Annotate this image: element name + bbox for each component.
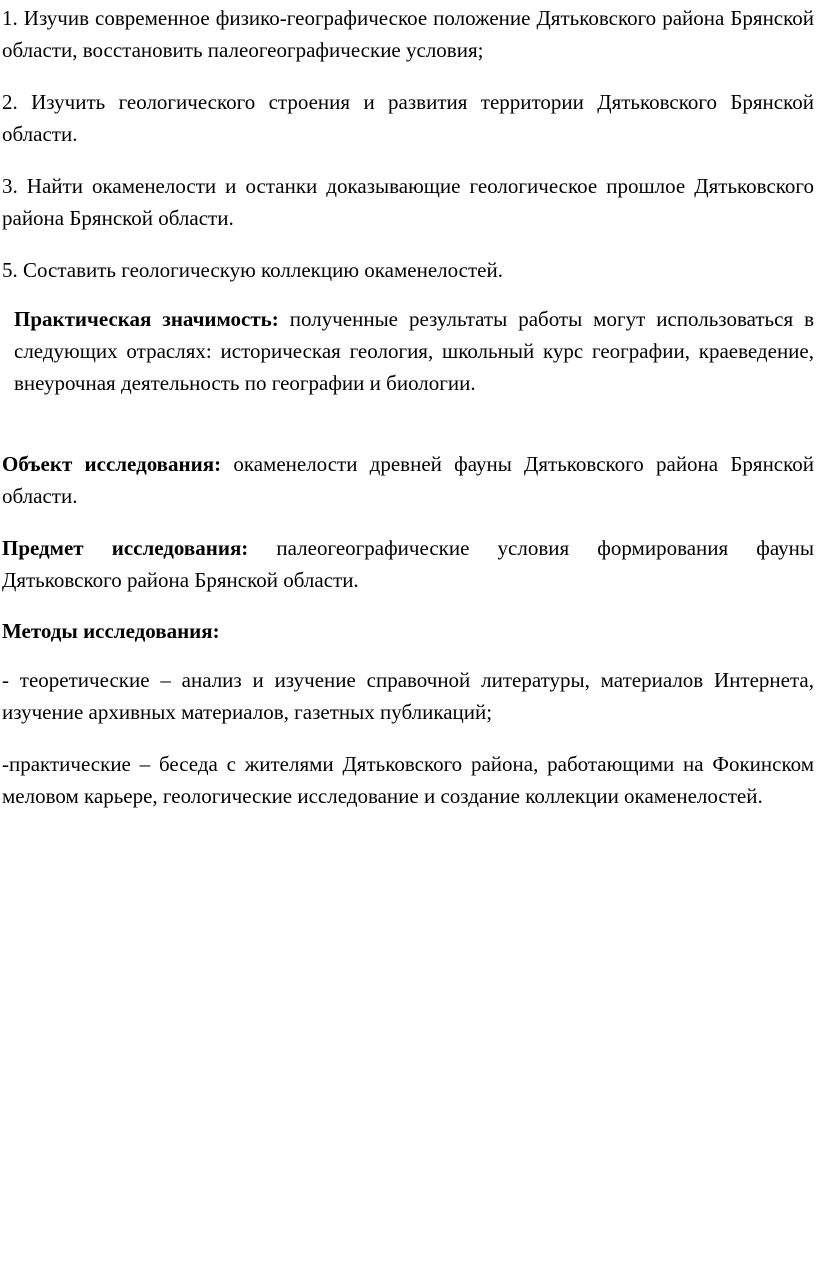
practical-significance-text: полученные результаты работы могут использоваться в следующих отраслях: историческая геология, школьный курс географии, краеведение, внеурочная деятельность по географии и биологии.	[14, 307, 814, 395]
method-theoretical: - теоретические – анализ и изучение справочной литературы, материалов Интернета, изучение архивных материалов, газетных публикаций;	[2, 668, 814, 724]
practical-significance	[2, 303, 814, 399]
research-object-text: окаменелости древней фауны Дятьковского района Брянской области.	[2, 452, 814, 508]
research-object	[2, 448, 814, 512]
goal-5: 5. Составить геологическую коллекцию окаменелостей.	[2, 258, 503, 282]
research-subject-label: Предмет исследования:	[2, 536, 249, 560]
research-subject	[2, 532, 814, 596]
method-practical: -практические – беседа с жителями Дятьковского района, работающими на Фокинском меловом карьере, геологические исследование и создание коллекции окаменелостей.	[2, 752, 814, 808]
goal-2: 2. Изучить геологического строения и развития территории Дятьковского Брянской области.	[2, 90, 814, 146]
research-methods-label: Методы исследования:	[2, 619, 220, 643]
research-subject-text: палеогеографические условия формирования фауны Дятьковского района Брянской области.	[2, 536, 815, 592]
research-methods-heading	[2, 615, 814, 647]
research-object-label: Объект исследования:	[2, 452, 222, 476]
goal-1: 1. Изучив современное физико-географическое положение Дятьковского района Брянской области, восстановить палеогеографические условия;	[2, 6, 814, 62]
practical-significance-label: Практическая значимость:	[14, 307, 279, 331]
goal-3: 3. Найти окаменелости и останки доказывающие геологическое прошлое Дятьковского района Брянской области.	[2, 174, 814, 230]
